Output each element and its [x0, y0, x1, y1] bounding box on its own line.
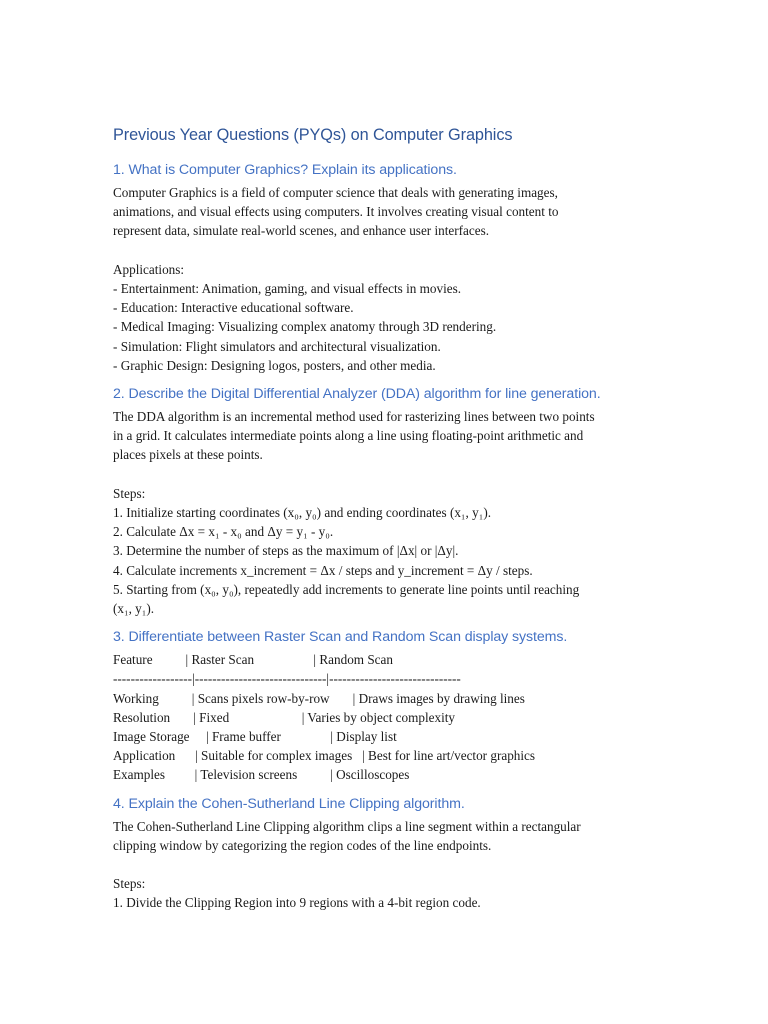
section-heading: 1. What is Computer Graphics? Explain its applications. [113, 162, 457, 178]
paragraph-line: represent data, simulate real-world scenes, and enhance user interfaces. [113, 223, 490, 239]
section-4 [113, 794, 673, 913]
section-heading: 2. Describe the Digital Differential Analyzer (DDA) algorithm for line generation. [113, 386, 601, 403]
list-item: 1. Initialize starting coordinates (x₀, y₀) and ending coordinates (x₁, y₁). [113, 505, 492, 521]
section-3 [113, 627, 673, 784]
paragraph-line: animations, and visual effects using computers. It involves creating visual content to [113, 204, 559, 220]
table-row: Working | Scans pixels row-by-row | Draws images by drawing lines [113, 690, 525, 706]
section-heading: 4. Explain the Cohen-Sutherland Line Clipping algorithm. [113, 795, 465, 812]
paragraph-line: places pixels at these points. [113, 447, 263, 463]
list-item: 1. Divide the Clipping Region into 9 regions with a 4-bit region code. [113, 895, 481, 911]
paragraph-line: Computer Graphics is a field of computer science that deals with generating images, [113, 185, 558, 200]
document-page [113, 124, 673, 922]
list-item: - Education: Interactive educational software. [113, 300, 354, 316]
blank-line [113, 465, 673, 484]
list-item: - Simulation: Flight simulators and architectural visualization. [113, 338, 441, 354]
table-header-row: Feature | Raster Scan | Random Scan [113, 652, 393, 668]
table-row: Application | Suitable for complex images | Best for line art/vector graphics [113, 748, 536, 764]
blank-line [113, 241, 673, 260]
table-row: Examples | Television screens | Oscilloscopes [113, 767, 410, 783]
list-item: 2. Calculate Δx = x₁ - x₀ and Δy = y₁ - y₀. [113, 524, 334, 540]
section-1 [113, 160, 673, 375]
list-item: 5. Starting from (x₀, y₀), repeatedly add increments to generate line points until reaching [113, 581, 580, 597]
paragraph-line: Steps: [113, 876, 146, 892]
paragraph-line: in a grid. It calculates intermediate points along a line using floating-point arithmetic and [113, 428, 584, 444]
list-item: 3. Determine the number of steps as the maximum of |Δx| or |Δy|. [113, 543, 459, 559]
section-2 [113, 384, 673, 618]
blank-line [113, 855, 673, 874]
paragraph-line: The Cohen-Sutherland Line Clipping algorithm clips a line segment within a rectangular [113, 818, 581, 834]
table-row: Image Storage | Frame buffer | Display list [113, 729, 397, 745]
table-row: Resolution | Fixed | Varies by object complexity [113, 709, 456, 725]
section-heading: 3. Differentiate between Raster Scan and Random Scan display systems. [113, 629, 568, 646]
list-item: - Medical Imaging: Visualizing complex anatomy through 3D rendering. [113, 319, 497, 335]
list-item: 4. Calculate increments x_increment = Δx / steps and y_increment = Δy / steps. [113, 562, 533, 578]
document-title: Previous Year Questions (PYQs) on Computer Graphics [113, 126, 513, 144]
list-item: - Entertainment: Animation, gaming, and visual effects in movies. [113, 281, 462, 296]
table-separator-row: ------------------|------------------------------|------------------------------ [113, 671, 461, 687]
paragraph-line: Steps: [113, 485, 146, 501]
paragraph-line: Applications: [113, 261, 185, 277]
paragraph-line: clipping window by categorizing the region codes of the line endpoints. [113, 837, 492, 853]
list-item: (x₁, y₁). [113, 601, 155, 617]
list-item: - Graphic Design: Designing logos, posters, and other media. [113, 357, 436, 373]
paragraph-line: The DDA algorithm is an incremental method used for rasterizing lines between two points [113, 409, 595, 425]
